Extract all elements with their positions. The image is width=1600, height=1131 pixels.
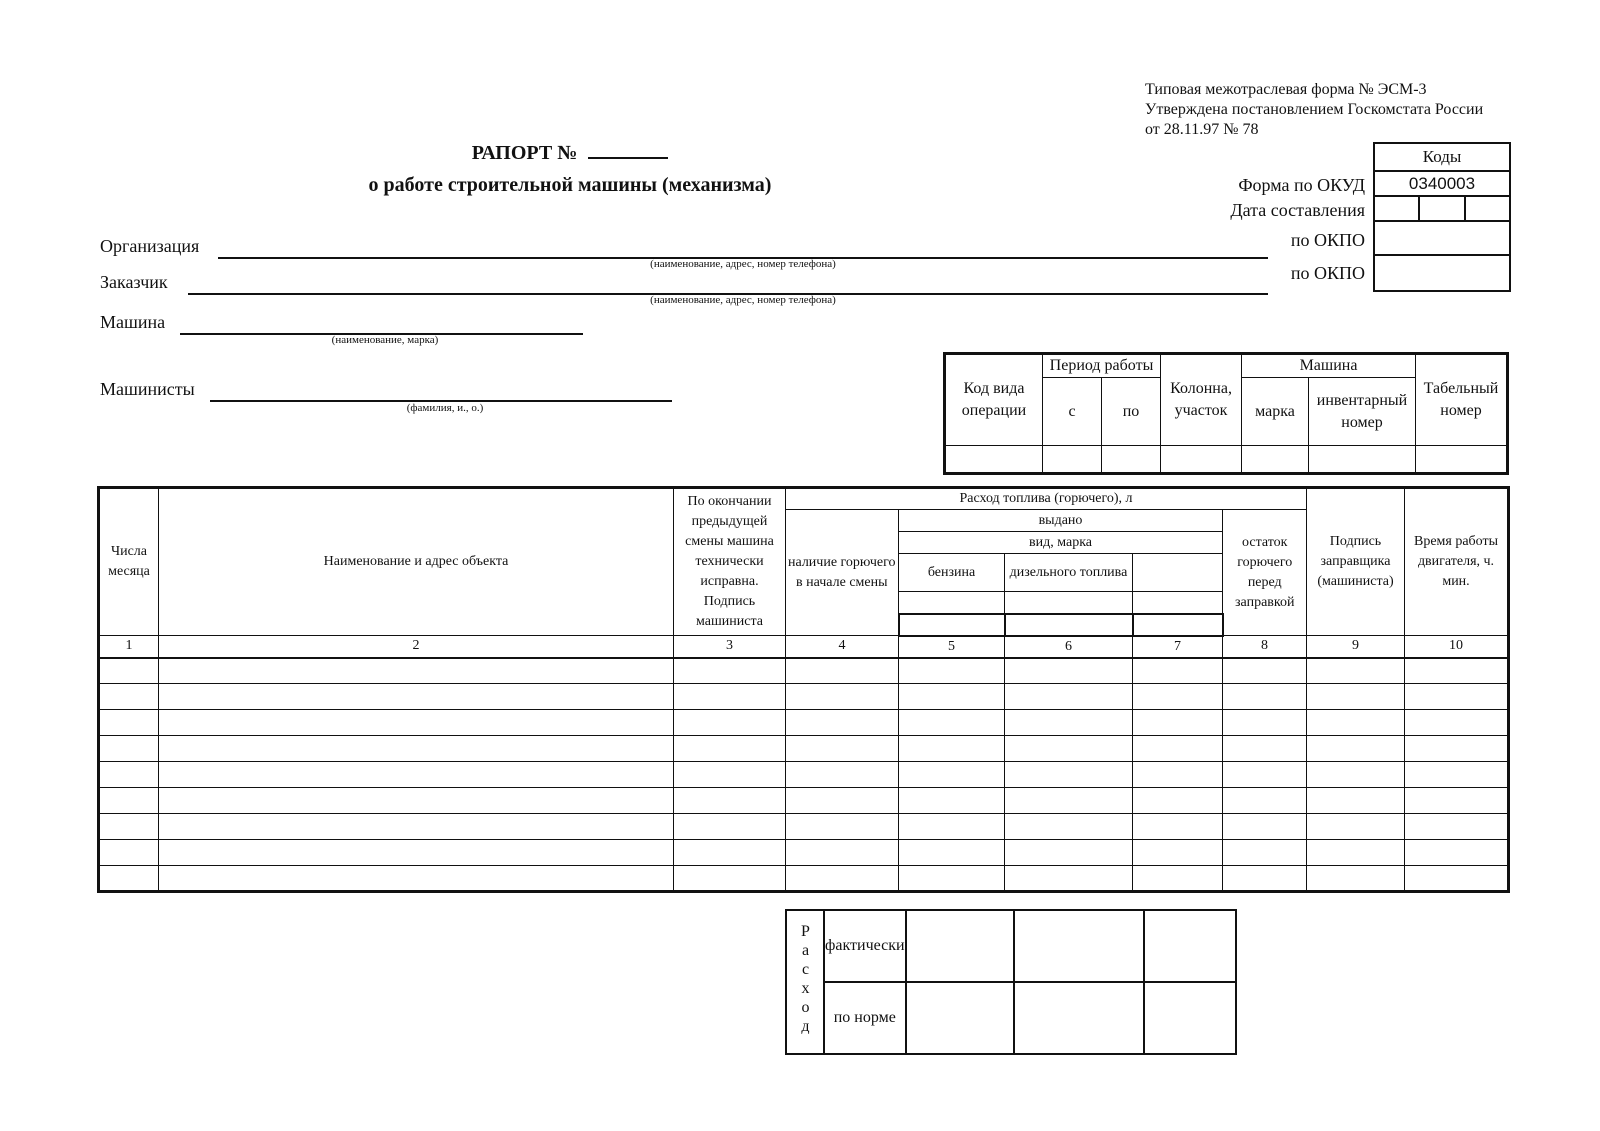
table-cell[interactable] (674, 814, 786, 840)
table-cell[interactable] (1133, 658, 1223, 684)
table-cell[interactable] (786, 736, 899, 762)
table-row (99, 658, 1509, 684)
fuel-header: Расход топлива (горючего), л (786, 488, 1307, 510)
table-cell[interactable] (1005, 866, 1133, 892)
table-cell[interactable] (1405, 866, 1509, 892)
table-cell[interactable] (1405, 840, 1509, 866)
column-cell[interactable] (1161, 446, 1242, 474)
col3-header: По окончании предыдущей смены машина технически исправна. Подпись машиниста (674, 488, 786, 636)
machine-field[interactable] (180, 314, 583, 335)
col6-header: дизельного топлива (1005, 554, 1133, 592)
table-cell[interactable] (1223, 814, 1307, 840)
table-cell[interactable] (1223, 762, 1307, 788)
report-number-field[interactable] (588, 157, 668, 159)
col1-header: Числа месяца (99, 488, 159, 636)
table-cell[interactable] (899, 788, 1005, 814)
operators-label: Машинисты (100, 379, 195, 399)
table-cell[interactable] (1133, 736, 1223, 762)
table-cell[interactable] (1005, 736, 1133, 762)
col2-header: Наименование и адрес объекта (159, 488, 674, 636)
main-table (97, 486, 1510, 893)
table-cell[interactable] (1223, 788, 1307, 814)
table-cell[interactable] (786, 762, 899, 788)
table-cell[interactable] (159, 814, 674, 840)
customer-field[interactable] (188, 274, 1268, 295)
form-approval-note (1145, 80, 1483, 140)
table-cell[interactable] (99, 762, 159, 788)
customer-hint: (наименование, адрес, номер телефона) (650, 294, 836, 306)
operation-table (943, 352, 1509, 475)
table-row (99, 788, 1509, 814)
table-cell[interactable] (786, 840, 899, 866)
table-cell[interactable] (899, 866, 1005, 892)
codes-table (1373, 142, 1511, 292)
fuel-kind-cell[interactable] (1005, 614, 1133, 636)
table-cell[interactable] (674, 788, 786, 814)
table-cell[interactable] (899, 684, 1005, 710)
actual-other-cell[interactable] (1144, 910, 1236, 982)
table-cell[interactable] (1307, 762, 1405, 788)
table-cell[interactable] (1133, 710, 1223, 736)
table-cell[interactable] (786, 866, 899, 892)
table-cell[interactable] (674, 762, 786, 788)
column-numbers-row (99, 636, 1509, 658)
table-cell[interactable] (1405, 814, 1509, 840)
operators-hint: (фамилия, и., о.) (406, 402, 484, 414)
table-cell[interactable] (1405, 658, 1509, 684)
table-cell[interactable] (899, 840, 1005, 866)
date-label: Дата составления (1230, 200, 1365, 220)
col5-header: бензина (899, 554, 1005, 592)
codes-header: Коды (1374, 143, 1510, 171)
table-row (99, 736, 1509, 762)
col7-header[interactable] (1133, 554, 1223, 592)
norm-petrol-cell[interactable] (906, 982, 1014, 1054)
table-cell[interactable] (786, 788, 899, 814)
inventory-header: инвентарный номер (1309, 378, 1416, 446)
table-cell[interactable] (1307, 736, 1405, 762)
table-row (99, 684, 1509, 710)
table-cell[interactable] (159, 736, 674, 762)
fuel-kind-cell[interactable] (899, 614, 1005, 636)
table-cell[interactable] (674, 684, 786, 710)
norm-label: по норме (824, 982, 906, 1054)
fuel-kind-cell[interactable] (1133, 592, 1223, 614)
report-title-text: РАПОРТ № (471, 142, 578, 164)
form-note-line: Типовая межотраслевая форма № ЭСМ-3 (1145, 81, 1427, 98)
organization-hint: (наименование, адрес, номер телефона) (650, 258, 836, 270)
operators-field[interactable] (210, 381, 672, 402)
period-to-cell[interactable] (1102, 446, 1161, 474)
table-row (99, 762, 1509, 788)
table-cell[interactable] (99, 710, 159, 736)
fuel-kind-cell[interactable] (899, 592, 1005, 614)
consumption-label-cell (786, 910, 824, 1054)
table-cell[interactable] (1307, 684, 1405, 710)
tabel-header: Табельный номер (1416, 354, 1508, 446)
table-cell[interactable] (1223, 866, 1307, 892)
date-day-cell[interactable] (1374, 196, 1419, 221)
consumption-label: Расход (797, 922, 814, 1037)
actual-diesel-cell[interactable] (1014, 910, 1144, 982)
table-cell[interactable] (159, 762, 674, 788)
table-cell[interactable] (674, 840, 786, 866)
table-cell[interactable] (1133, 788, 1223, 814)
table-cell[interactable] (99, 736, 159, 762)
table-cell[interactable] (1005, 684, 1133, 710)
table-cell[interactable] (1223, 658, 1307, 684)
column-number: 1 (99, 636, 159, 658)
machine-header: Машина (1242, 354, 1416, 378)
column-number: 6 (1005, 636, 1133, 658)
column-number: 8 (1223, 636, 1307, 658)
table-cell[interactable] (159, 658, 674, 684)
table-cell[interactable] (1405, 762, 1509, 788)
column-number: 4 (786, 636, 899, 658)
machine-hint: (наименование, марка) (331, 334, 439, 346)
fuel-kind-cell[interactable] (1005, 592, 1133, 614)
kind-header: вид, марка (899, 532, 1223, 554)
table-cell[interactable] (674, 866, 786, 892)
okpo-code-cell[interactable] (1374, 255, 1510, 291)
table-cell[interactable] (899, 762, 1005, 788)
data-rows (99, 658, 1509, 892)
op-code-header: Код вида операции (945, 354, 1043, 446)
table-cell[interactable] (1005, 762, 1133, 788)
table-cell[interactable] (159, 866, 674, 892)
table-row (99, 710, 1509, 736)
fuel-kind-cell[interactable] (1133, 614, 1223, 636)
consumption-table (785, 909, 1237, 1055)
report-subtitle: о работе строительной машины (механизма) (368, 174, 772, 196)
date-month-cell[interactable] (1419, 196, 1464, 221)
okpo-label: по ОКПО (1290, 263, 1365, 283)
norm-other-cell[interactable] (1144, 982, 1236, 1054)
table-cell[interactable] (99, 788, 159, 814)
okpo-label: по ОКПО (1290, 230, 1365, 250)
column-number: 3 (674, 636, 786, 658)
table-cell[interactable] (786, 710, 899, 736)
customer-label: Заказчик (100, 272, 168, 292)
table-cell[interactable] (1005, 814, 1133, 840)
okud-code[interactable]: 0340003 (1374, 171, 1510, 196)
table-cell[interactable] (899, 814, 1005, 840)
brand-cell[interactable] (1242, 446, 1309, 474)
report-title (300, 142, 840, 165)
brand-header: марка (1242, 378, 1309, 446)
table-cell[interactable] (674, 710, 786, 736)
organization-field[interactable] (218, 238, 1268, 259)
table-cell[interactable] (1005, 788, 1133, 814)
column-number: 9 (1307, 636, 1405, 658)
period-from-cell[interactable] (1043, 446, 1102, 474)
table-cell[interactable] (99, 840, 159, 866)
norm-diesel-cell[interactable] (1014, 982, 1144, 1054)
tabel-cell[interactable] (1416, 446, 1508, 474)
actual-petrol-cell[interactable] (906, 910, 1014, 982)
form-note-line: Утверждена постановлением Госкомстата России (1145, 101, 1484, 118)
table-cell[interactable] (1307, 658, 1405, 684)
table-cell[interactable] (1307, 788, 1405, 814)
table-cell[interactable] (1005, 658, 1133, 684)
table-cell[interactable] (674, 658, 786, 684)
table-cell[interactable] (1307, 814, 1405, 840)
inventory-cell[interactable] (1309, 446, 1416, 474)
column-header: Колонна, участок (1161, 354, 1242, 446)
table-cell[interactable] (159, 710, 674, 736)
table-cell[interactable] (1133, 762, 1223, 788)
column-number: 10 (1405, 636, 1509, 658)
table-cell[interactable] (159, 788, 674, 814)
table-cell[interactable] (1405, 736, 1509, 762)
period-to-header: по (1102, 378, 1161, 446)
table-cell[interactable] (1133, 840, 1223, 866)
table-cell[interactable] (1133, 814, 1223, 840)
table-row (99, 866, 1509, 892)
date-year-cell[interactable] (1465, 196, 1510, 221)
table-cell[interactable] (786, 658, 899, 684)
organization-label: Организация (100, 236, 200, 256)
table-cell[interactable] (159, 684, 674, 710)
table-cell[interactable] (1005, 840, 1133, 866)
table-cell[interactable] (1133, 866, 1223, 892)
form-note-line: от 28.11.97 № 78 (1145, 121, 1259, 138)
column-number: 7 (1133, 636, 1223, 658)
table-row (99, 840, 1509, 866)
table-cell[interactable] (786, 814, 899, 840)
table-cell[interactable] (1223, 710, 1307, 736)
table-cell[interactable] (1223, 736, 1307, 762)
table-cell[interactable] (1133, 684, 1223, 710)
table-cell[interactable] (1005, 710, 1133, 736)
table-cell[interactable] (1405, 710, 1509, 736)
col8-header: остаток горючего перед заправкой (1223, 510, 1307, 636)
table-cell[interactable] (1307, 866, 1405, 892)
table-cell[interactable] (99, 684, 159, 710)
table-cell[interactable] (1405, 788, 1509, 814)
machine-label: Машина (100, 312, 166, 332)
table-cell[interactable] (99, 866, 159, 892)
table-row (99, 814, 1509, 840)
table-cell[interactable] (899, 710, 1005, 736)
table-cell[interactable] (899, 736, 1005, 762)
okpo-code-cell[interactable] (1374, 221, 1510, 255)
table-cell[interactable] (674, 736, 786, 762)
op-code-cell[interactable] (945, 446, 1043, 474)
col9-header: Подпись заправщика (машиниста) (1307, 488, 1405, 636)
period-from-header: с (1043, 378, 1102, 446)
table-cell[interactable] (99, 658, 159, 684)
column-number: 2 (159, 636, 674, 658)
table-cell[interactable] (1223, 840, 1307, 866)
actual-label: фактически (824, 910, 906, 982)
col10-header: Время работы двигателя, ч. мин. (1405, 488, 1509, 636)
table-cell[interactable] (786, 684, 899, 710)
table-cell[interactable] (899, 658, 1005, 684)
table-cell[interactable] (1223, 684, 1307, 710)
column-number: 5 (899, 636, 1005, 658)
table-cell[interactable] (99, 814, 159, 840)
okud-label: Форма по ОКУД (1238, 175, 1365, 195)
table-cell[interactable] (159, 840, 674, 866)
table-cell[interactable] (1405, 684, 1509, 710)
issued-header: выдано (899, 510, 1223, 532)
table-cell[interactable] (1307, 840, 1405, 866)
period-header: Период работы (1043, 354, 1161, 378)
table-cell[interactable] (1307, 710, 1405, 736)
col4-header: наличие горючего в начале смены (786, 510, 899, 636)
